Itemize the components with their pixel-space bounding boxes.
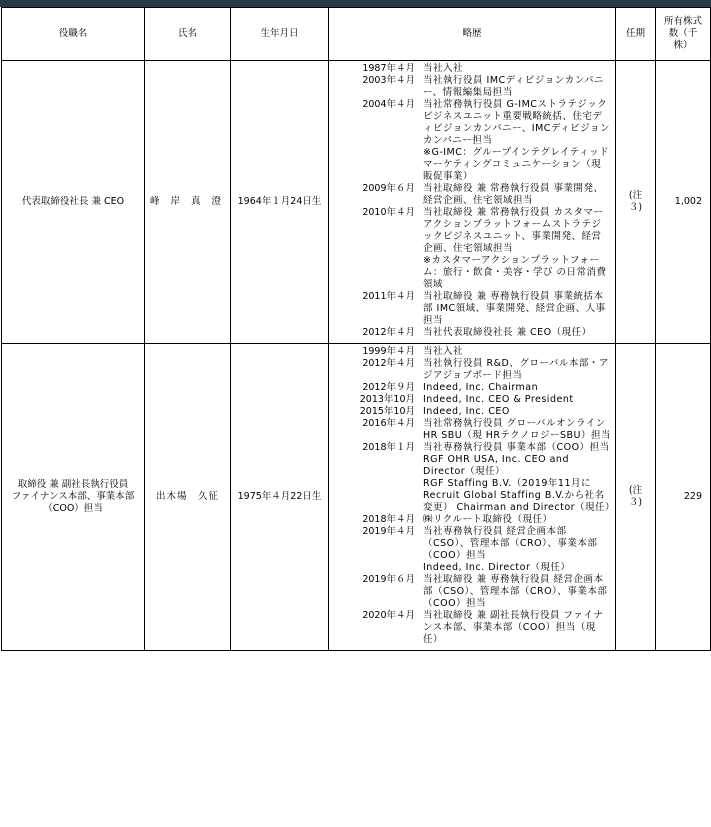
name-cell [145,61,231,344]
shares-cell: 1,002 [656,61,711,344]
history-entry [333,207,611,291]
history-entry [333,346,611,358]
history-text: 当社執行役員 IMCディビジョンカンパニー、情報編集局担当 [423,75,605,98]
history-text: 当社常務執行役員 グローバルオンラインHR SBU（現 HRテクノロジーSBU）担当 [423,418,611,441]
history-text: 当社取締役 兼 副社長執行役員 ファイナンス本部、事業本部（COO）担当（現任） [423,610,604,645]
history-text: 当社取締役 兼 専務執行役員 事業統括本部 IMC領域、事業開発、経営企画、人事担当 [423,291,606,326]
header-role: 役職名 [2,8,145,61]
term-cell [616,344,656,651]
history-date: 2018年４月 [362,514,415,525]
term-note: (注 ３) [628,485,643,508]
history-text: 当社専務執行役員 経営企画本部（CSO）、管理本部（CRO）、事業本部（COO）担当 Indeed, Inc. Director（現任） [423,526,598,573]
birth-cell: 1964年１月24日生 [231,61,329,344]
officer-row [2,344,711,651]
history-text: 当社入社 [423,63,464,74]
history-entry [333,358,611,382]
history-entry [333,63,611,75]
officer-row [2,61,711,344]
history-date: 2019年４月 [362,526,415,537]
history-entry [333,394,611,406]
history-entry [333,418,611,442]
history-date: 2013年10月 [359,394,415,405]
history-entry [333,526,611,574]
header-term: 任期 [616,8,656,61]
header-row [2,8,711,61]
name-cell [145,344,231,651]
officers-table [1,7,711,651]
history-entry [333,75,611,99]
history-entry [333,327,611,339]
history-entry [333,291,611,327]
history-date: 2003年４月 [362,75,415,86]
birth-cell: 1975年４月22日生 [231,344,329,651]
header-history: 略歴 [329,8,616,61]
history-date: 2012年４月 [362,358,415,369]
history-entry [333,99,611,183]
history-date: 2015年10月 [359,406,415,417]
header-birth: 生年月日 [231,8,329,61]
window-top-bar [0,0,711,7]
history-entry [333,382,611,394]
history-text: Indeed, Inc. CEO & President [423,394,574,405]
history-date: 2019年６月 [362,574,415,585]
role-cell: 代表取締役社長 兼 CEO [2,61,145,344]
history-text: 当社取締役 兼 常務執行役員 カスタマーアクションプラットフォームストラテジックビジネスユニット、事業開発、経営企画、住宅領域担当 ※カスタマーアクションプラットフォーム：旅行・飲食・美容・学び の日常消費領域 [423,207,607,290]
history-entry [333,442,616,514]
history-date: 2016年４月 [362,418,415,429]
history-text: ㈱リクルート取締役（現任） [423,514,553,525]
history-date: 2010年４月 [362,207,415,218]
history-text: Indeed, Inc. Chairman [423,382,539,393]
history-date: 1987年４月 [362,63,415,74]
history-entry [333,610,611,646]
history-entry [333,514,611,526]
history-cell [329,344,616,651]
history-entry [333,574,611,610]
history-date: 2011年４月 [362,291,415,302]
history-entry [333,406,611,418]
history-date: 2018年１月 [362,442,415,453]
history-text: 当社執行役員 R&D、グローバル本部・アジアジョブボード担当 [423,358,609,381]
term-cell [616,61,656,344]
header-name: 氏名 [145,8,231,61]
history-date: 2004年４月 [362,99,415,110]
officer-name: 出木場 久征 [155,491,219,502]
history-text: Indeed, Inc. CEO [423,406,510,417]
history-text: 当社取締役 兼 常務執行役員 事業開発、経営企画、住宅領域担当 [423,183,604,206]
shares-cell: 229 [656,344,711,651]
term-note: (注 ３) [628,190,643,213]
history-date: 1999年４月 [362,346,415,357]
history-text: 当社代表取締役社長 兼 CEO（現任） [423,327,592,338]
history-cell [329,61,616,344]
history-text: 当社常務執行役員 G-IMCストラテジックビジネスユニット重要戦略統括、住宅ディビジョンカンパニー、IMCディビジョンカンパニー担当 ※G-IMC：グループインテグレイティッドマーケティングコミュニケーション（現 販促事業） [423,99,610,182]
history-text: 当社専務執行役員 事業本部（COO）担当 RGF OHR USA, Inc. CEO and Director（現任） RGF Staffing B.V.（2019年11月にRecruit Global Staffing B.V.から社名変更） Chairman and Director（現任） [423,442,616,513]
history-entry [333,183,611,207]
history-date: 2009年６月 [362,183,415,194]
role-cell: 取締役 兼 副社長執行役員 ファイナンス本部、事業本部（COO）担当 [2,344,145,651]
officer-name: 峰 岸 真 澄 [149,196,226,207]
header-shares: 所有株式数（千株） [656,8,711,61]
history-date: 2012年４月 [362,327,415,338]
history-text: 当社取締役 兼 専務執行役員 経営企画本部（CSO）、管理本部（CRO）、事業本部（COO）担当 [423,574,608,609]
history-date: 2012年９月 [362,382,415,393]
history-text: 当社入社 [423,346,464,357]
history-date: 2020年４月 [362,610,415,621]
